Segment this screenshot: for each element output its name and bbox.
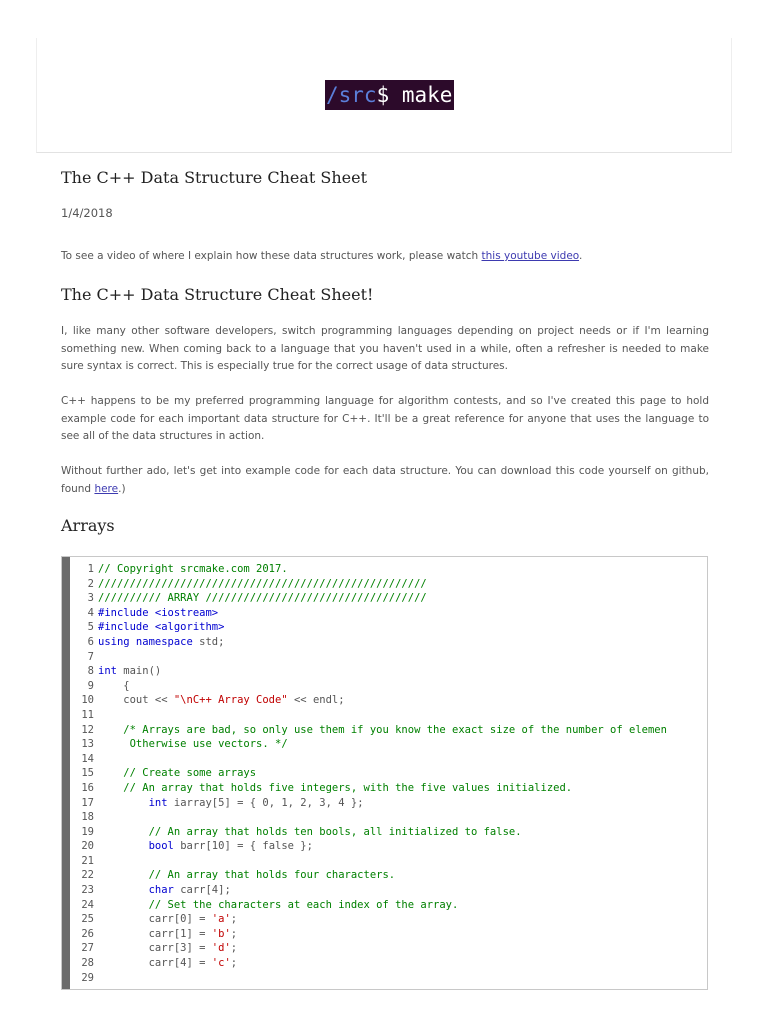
code-token [98,797,149,809]
code-line [70,956,707,971]
code-line [70,664,707,679]
code-token: 'd' [211,942,231,955]
code-token: carr[1] = [98,927,212,940]
code-token: // An array that holds five integers, with the five values initialized. [98,781,573,794]
logo-prefix: /src [326,83,377,107]
paragraph-3 [61,463,709,498]
line-number: 7 [87,650,94,663]
code-line [70,941,707,956]
code-line [70,635,707,650]
logo-suffix: $ make [376,83,453,107]
line-number: 25 [81,913,94,926]
paragraph-2: C++ happens to be my preferred programming language for algorithm contests, and so I've created this page to hold example code for each important data structure for C++. It'll be a great reference for anyone that uses the language to see all of the data structures in action. [61,395,709,442]
article-date: 1/4/2018 [61,206,113,220]
code-line [70,708,707,723]
line-number: 18 [81,811,94,824]
line-number: 12 [81,723,94,736]
line-number: 13 [81,738,94,751]
code-token: bool [148,840,174,853]
code-token: carr[4]; [173,884,231,897]
code-line [70,737,707,752]
code-token: using namespace [98,635,193,648]
github-here-link[interactable]: here [94,482,119,495]
code-token: carr[3] = [98,942,212,955]
code-token: carr[0] = [98,913,212,926]
code-line [70,679,707,694]
code-token: ; [230,927,238,940]
line-code [98,606,218,621]
code-token: // An array that holds ten bools, all initialized to false. [98,825,522,838]
code-token: char [148,884,174,897]
code-line [70,562,707,577]
line-number: 19 [81,825,94,838]
code-token: ////////// ARRAY /////////////////////////////////// [98,592,427,605]
line-code [98,693,345,708]
code-token: /* Arrays are bad, so only use them if you know the exact size of the number of elemen [98,723,667,736]
line-number: 29 [81,971,94,984]
line-number: 17 [81,796,94,809]
code-token: // Copyright srcmake.com 2017. [98,563,288,575]
code-line [70,620,707,635]
code-token: #include <algorithm> [98,621,225,634]
line-code [98,591,427,606]
line-number: 24 [81,898,94,911]
line-number: 5 [87,621,94,634]
paragraph-3-text: Without further ado, let's get into example code for each data structure. You can download this code yourself on github, found [61,465,709,495]
code-token: cout << [98,694,174,707]
line-number: 27 [81,942,94,955]
code-line [70,577,707,592]
section-title-arrays: Arrays [61,516,115,535]
code-line [70,912,707,927]
code-token: 'c' [211,957,231,970]
line-number: 1 [87,563,94,575]
line-code [98,839,313,854]
code-lines [70,562,707,985]
line-number: 2 [87,577,94,590]
line-number: 28 [81,957,94,970]
line-code [98,577,427,592]
code-token: main() [116,665,162,678]
code-line [70,927,707,942]
line-code [98,898,458,913]
code-token: //////////////////////////////////////////////////// [98,577,427,590]
code-token: iarray[5] = { 0, 1, 2, 3, 4 }; [167,796,364,809]
line-number: 23 [81,884,94,897]
site-logo[interactable] [325,80,454,110]
intro-text: To see a video of where I explain how these data structures work, please watch [61,250,482,262]
code-line [70,781,707,796]
code-line [70,591,707,606]
line-number: 21 [81,854,94,867]
code-token: Otherwise use vectors. */ [98,738,288,751]
line-code [98,562,288,577]
code-line [70,693,707,708]
code-line [70,606,707,621]
code-token: 'b' [211,927,231,940]
line-number: 26 [81,927,94,940]
line-code [98,723,667,738]
code-token: std; [192,635,225,648]
line-number: 16 [81,781,94,794]
code-token: // Create some arrays [98,767,257,780]
code-token: ; [230,957,238,970]
line-number: 9 [87,679,94,692]
code-token [98,840,149,852]
code-token: // An array that holds four characters. [98,869,396,882]
code-token: "\nC++ Array Code" [173,694,288,707]
line-code [98,956,237,971]
code-line [70,723,707,738]
code-line [70,839,707,854]
code-token: { [98,679,130,692]
code-line [70,883,707,898]
code-gutter-bar [62,557,70,989]
code-token: int [148,796,168,809]
code-token: int [98,665,117,678]
article-title: The C++ Data Structure Cheat Sheet [61,168,368,187]
line-code [98,868,395,883]
code-line [70,810,707,825]
code-line [70,752,707,767]
code-token: carr[4] = [98,957,212,970]
line-code [98,620,224,635]
code-token: barr[10] = { false }; [173,840,313,853]
line-number: 6 [87,635,94,648]
line-code [98,766,256,781]
code-line [70,796,707,811]
code-line [70,825,707,840]
youtube-video-link[interactable]: this youtube video [481,250,580,262]
line-code [98,664,161,679]
intro-end: . [579,250,583,262]
line-code [98,796,364,811]
line-code [98,927,237,942]
line-number: 20 [81,840,94,853]
code-line [70,868,707,883]
line-number: 4 [87,606,94,619]
line-code [98,912,237,927]
code-token: #include <iostream> [98,606,219,619]
paragraph-3-end: .) [118,482,126,495]
line-number: 11 [81,708,94,721]
code-token [98,884,149,896]
code-line [70,650,707,665]
line-code [98,883,231,898]
line-number: 3 [87,592,94,605]
line-code [98,679,130,694]
article-subtitle: The C++ Data Structure Cheat Sheet! [61,285,374,304]
line-code [98,737,288,752]
code-line [70,766,707,781]
paragraph-1: I, like many other software developers, switch programming languages depending on project needs or if I'm learning something new. When coming back to a language that you haven't used in a while, often a refresher is needed to make sure syntax is correct. This is especially true for the correct usage of data structures. [61,325,709,372]
line-number: 8 [87,665,94,678]
line-code [98,781,572,796]
line-number: 10 [81,694,94,707]
code-block[interactable] [61,556,708,990]
code-line [70,971,707,986]
code-token: 'a' [211,913,231,926]
line-code [98,635,224,650]
code-token: // Set the characters at each index of the array. [98,898,459,911]
line-number: 15 [81,767,94,780]
line-code [98,941,237,956]
line-code [98,825,522,840]
line-number: 14 [81,752,94,765]
code-token: << endl; [287,694,345,707]
code-line [70,898,707,913]
code-token: ; [230,913,238,926]
intro-paragraph [61,248,709,266]
line-number: 22 [81,869,94,882]
code-line [70,854,707,869]
code-token: ; [230,942,238,955]
